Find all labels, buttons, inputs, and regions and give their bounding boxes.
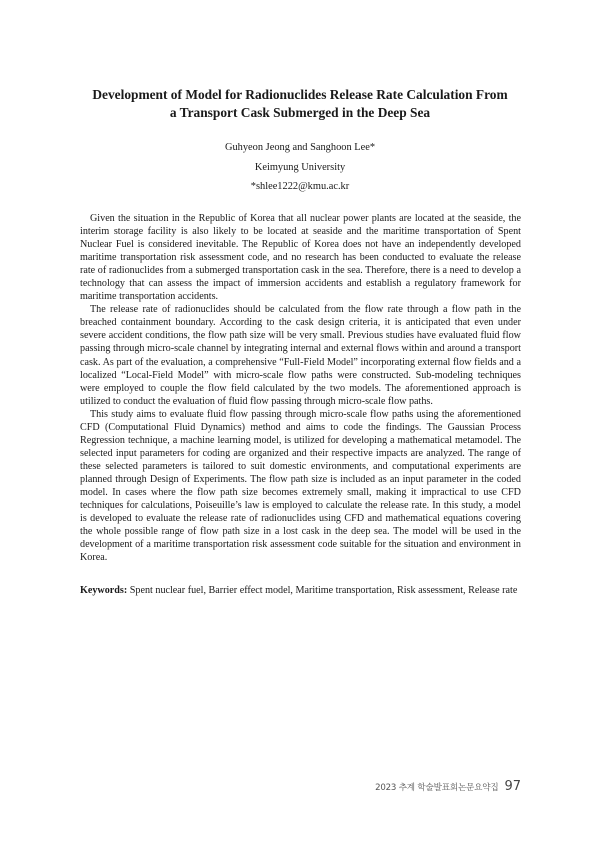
keywords-label: Keywords: xyxy=(80,585,128,596)
author-block xyxy=(0,138,600,197)
abstract-paragraph-1: Given the situation in the Republic of Korea that all nuclear power plants are located at the seaside, the interim storage facility is also likely to be located at seaside and the maritime transportation of Spent Nuclear Fuel is considered inevitable. The Republic of Korea does not have an independently developed maritime transportation risk assessment code, and no research has been conducted to evaluate the release rate of radionuclides from a submerged transportation cask in the sea. Therefore, there is a need to develop a technology that can assess the impact of immersion accidents and establish a regulatory framework for maritime transportation accidents. xyxy=(80,213,521,303)
author-email: *shlee1222@kmu.ac.kr xyxy=(250,181,350,192)
paper-title xyxy=(60,86,540,122)
author-affiliation: Keimyung University xyxy=(254,161,346,173)
abstract-paragraph-2: The release rate of radionuclides should be calculated from the flow rate through a flow path in the breached containment boundary. According to the cask design criteria, it is anticipated that even under severe accident conditions, the flow path size will be very small. Previous studies have evaluated fluid flow passing through micro-scale channel by integrating internal and external flows within and around a transport cask. As part of the evaluation, a comprehensive “Full-Field Model” incorporating external flow fields and a localized “Local-Field Model” with micro-scale flow paths were constructed. Sub-modeling techniques were employed to couple the flow field calculated by the two models. The aforementioned approach is utilized to conduct the evaluation of fluid flow passing through micro-scale flow paths. xyxy=(80,304,521,407)
abstract-body xyxy=(80,212,521,564)
title-line-1: Development of Model for Radionuclides Release Rate Calculation From xyxy=(92,87,508,102)
keywords-list: Spent nuclear fuel, Barrier effect model, Maritime transportation, Risk assessment, Release rate xyxy=(127,585,518,596)
page-footer xyxy=(375,779,521,794)
keywords-section xyxy=(80,584,521,597)
proceedings-title: 2023 추계 학술발표회논문요약집 xyxy=(375,783,499,793)
title-line-2: a Transport Cask Submerged in the Deep Sea xyxy=(169,105,431,120)
abstract-paragraph-3: This study aims to evaluate fluid flow passing through micro-scale flow paths using the aforementioned CFD (Computational Fluid Dynamics) method and aims to code the findings. The Gaussian Process Regression technique, a machine learning model, is utilized for developing a mathematical metamodel. The selected input parameters for coding are organized and their respective impacts are analyzed. The range of these selected parameters is tailored to suit domestic environments, and computational experiments are planned through Design of Experiments. The flow path size is included as an input parameter in the coded model. In cases where the flow path size becomes extremely small, making it impractical to use CFD techniques for calculations, Poiseuille’s law is employed to calculate the release rate. In this study, a model is developed to evaluate the release rate of radionuclides using CFD and mathematical equations covering the whole possible range of flow path size in a lost cask in the deep sea. The model will be used in the development of a maritime transportation risk assessment code suitable for the situation and environment in Korea. xyxy=(80,408,521,564)
page-number: 97 xyxy=(504,779,521,794)
author-names: Guhyeon Jeong and Sanghoon Lee* xyxy=(224,142,376,153)
